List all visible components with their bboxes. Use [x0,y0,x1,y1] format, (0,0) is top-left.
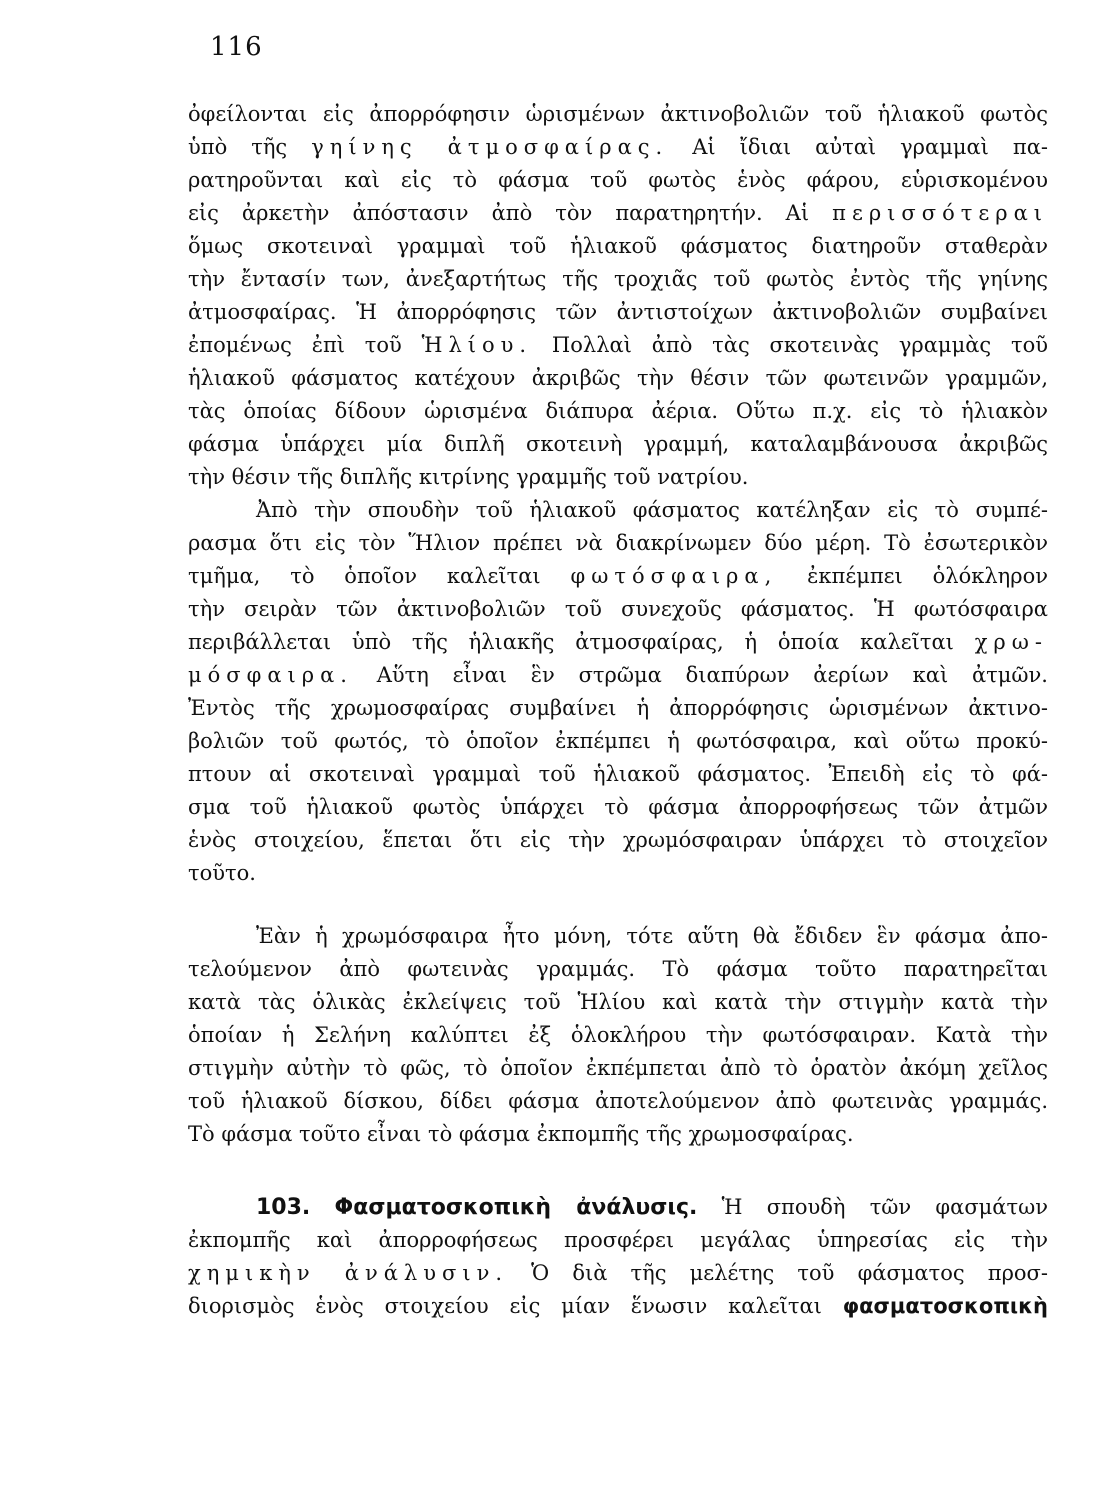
section-title: Φασματοσκοπικὴ ἀνάλυσις. [334,1195,698,1220]
text-line: ἐκπομπῆς καὶ ἀπορροφήσεως προσφέρει μεγάλας ὑπηρεσίας εἰς τὴν [188,1228,1048,1252]
text-line: ἀτμοσφαίρας. Ἡ ἀπορρόφησις τῶν ἀντιστοίχων ἀκτινοβολιῶν συμβαίνει [188,300,1048,324]
text-line: βολιῶν τοῦ φωτός, τὸ ὁποῖον ἐκπέμπει ἡ φωτόσφαιρα, καὶ οὕτω προκύ- [188,729,1048,753]
text-line: πτουν αἱ σκοτειναὶ γραμμαὶ τοῦ ἡλιακοῦ φάσματος. Ἐπειδὴ εἰς τὸ φά- [188,762,1048,786]
text-line: φάσμα ὑπάρχει μία διπλῆ σκοτεινὴ γραμμή, καταλαμβάνουσα ἀκριβῶς [188,432,1048,456]
text-line: ὀφείλονται εἰς ἀπορρόφησιν ὡρισμένων ἀκτινοβολιῶν τοῦ ἡλιακοῦ φωτὸς [188,102,1048,126]
text-line: ρατηροῦνται καὶ εἰς τὸ φάσμα τοῦ φωτὸς ἑνὸς φάρου, εὑρισκομένου [188,168,1048,192]
text-line: σμα τοῦ ἡλιακοῦ φωτὸς ὑπάρχει τὸ φάσμα ἀπορροφήσεως τῶν ἀτμῶν [188,795,1048,819]
text-line: ὅμως σκοτειναὶ γραμμαὶ τοῦ ἡλιακοῦ φάσματος διατηροῦν σταθερὰν [188,234,1048,258]
text-line: τὰς ὁποίας δίδουν ὡρισμένα διάπυρα ἀέρια. Οὕτω π.χ. εἰς τὸ ἡλιακὸν [188,399,1048,423]
text-line [188,1290,1048,1323]
text-line [188,197,1048,230]
spaced-term: χημικὴν ἀνάλυσιν. [188,1261,509,1285]
paragraph-gap [188,890,1048,920]
text-span: Ἡ σπουδὴ τῶν φασμάτων [721,1195,1048,1219]
text-span: ἐπομένως ἐπὶ τοῦ [188,333,402,357]
text-span: Αὕτη εἶναι ἓν στρῶμα διαπύρων ἀερίων καὶ ἀτμῶν. [376,663,1048,687]
page-body [188,98,1048,1323]
text-span: διορισμὸς ἑνὸς στοιχείου εἰς μίαν ἕνωσιν καλεῖται [188,1294,822,1318]
text-span: Πολλαὶ ἀπὸ τὰς σκοτεινὰς γραμμὰς τοῦ [551,333,1048,357]
paragraph-2 [188,494,1048,890]
section-heading-line [188,1191,1048,1224]
text-span: ὑπὸ τῆς [188,135,288,159]
text-line [188,560,1048,593]
page-number: 116 [210,32,263,62]
text-line: τὴν σειρὰν τῶν ἀκτινοβολιῶν τοῦ συνεχοῦς φάσματος. Ἡ φωτόσφαιρα [188,597,1048,621]
spaced-term: Ἡλίου. [421,333,533,357]
text-span: περιβάλλεται ὑπὸ τῆς ἡλιακῆς ἀτμοσφαίρας, ἡ ὁποία καλεῖται [188,630,954,654]
spaced-term: περισσότεραι [832,201,1048,225]
text-line: Ἐὰν ἡ χρωμόσφαιρα ἦτο μόνη, τότε αὕτη θὰ ἔδιδεν ἓν φάσμα ἀπο- [256,924,1048,948]
text-line: τοῦτο. [188,861,256,885]
text-span: εἰς ἀρκετὴν ἀπόστασιν ἀπὸ τὸν παρατηρητήν. Αἱ [188,201,810,225]
text-line: ἑνὸς στοιχείου, ἕπεται ὅτι εἰς τὴν χρωμόσφαιραν ὑπάρχει τὸ στοιχεῖον [188,828,1048,852]
text-line [188,131,1048,164]
spaced-term: χρω- [974,630,1048,654]
paragraph-1 [188,98,1048,494]
text-line [188,1257,1048,1290]
text-line: κατὰ τὰς ὁλικὰς ἐκλείψεις τοῦ Ἡλίου καὶ κατὰ τὴν στιγμὴν κατὰ τὴν [188,990,1048,1014]
text-line [188,659,1048,692]
spaced-term: φωτόσφαιρα, [570,564,778,588]
text-line: Ἐντὸς τῆς χρωμοσφαίρας συμβαίνει ἡ ἀπορρόφησις ὡρισμένων ἀκτινο- [188,696,1048,720]
text-span: ἐκπέμπει ὁλόκληρον [807,564,1048,588]
text-line: τὴν θέσιν τῆς διπλῆς κιτρίνης γραμμῆς τοῦ νατρίου. [188,465,749,489]
spaced-term: μόσφαιρα. [188,663,353,687]
text-line: τελούμενον ἀπὸ φωτεινὰς γραμμάς. Τὸ φάσμα τοῦτο παρατηρεῖται [188,957,1048,981]
text-line: ρασμα ὅτι εἰς τὸν Ἥλιον πρέπει νὰ διακρίνωμεν δύο μέρη. Τὸ ἐσωτερικὸν [188,531,1048,555]
section-103 [188,1191,1048,1323]
text-line [188,626,1048,659]
text-line: ὁποίαν ἡ Σελήνη καλύπτει ἐξ ὁλοκλήρου τὴν φωτόσφαιραν. Κατὰ τὴν [188,1023,1048,1047]
text-line [188,329,1048,362]
section-number: 103. [256,1195,311,1220]
text-line: στιγμὴν αὐτὴν τὸ φῶς, τὸ ὁποῖον ἐκπέμπεται ἀπὸ τὸ ὁρατὸν ἀκόμη χεῖλος [188,1056,1048,1080]
text-span: Ὁ διὰ τῆς μελέτης τοῦ φάσματος προσ- [531,1261,1048,1285]
section-gap [188,1151,1048,1191]
text-line: ἡλιακοῦ φάσματος κατέχουν ἀκριβῶς τὴν θέσιν τῶν φωτεινῶν γραμμῶν, [188,366,1048,390]
text-line: τοῦ ἡλιακοῦ δίσκου, δίδει φάσμα ἀποτελούμενον ἀπὸ φωτεινὰς γραμμάς. [188,1089,1048,1113]
text-span: Αἱ ἴδιαι αὐταὶ γραμμαὶ πα- [692,135,1048,159]
bold-term: φασματοσκοπικὴ [842,1294,1048,1318]
text-span: τμῆμα, τὸ ὁποῖον καλεῖται [188,564,541,588]
text-line: Ἀπὸ τὴν σπουδὴν τοῦ ἡλιακοῦ φάσματος κατέληξαν εἰς τὸ συμπέ- [256,498,1048,522]
spaced-term: γηίνης ἀτμοσφαίρας. [311,135,669,159]
paragraph-3 [188,920,1048,1151]
text-line: τὴν ἔντασίν των, ἀνεξαρτήτως τῆς τροχιᾶς τοῦ φωτὸς ἐντὸς τῆς γηίνης [188,267,1048,291]
text-line: Τὸ φάσμα τοῦτο εἶναι τὸ φάσμα ἐκπομπῆς τῆς χρωμοσφαίρας. [188,1122,854,1146]
